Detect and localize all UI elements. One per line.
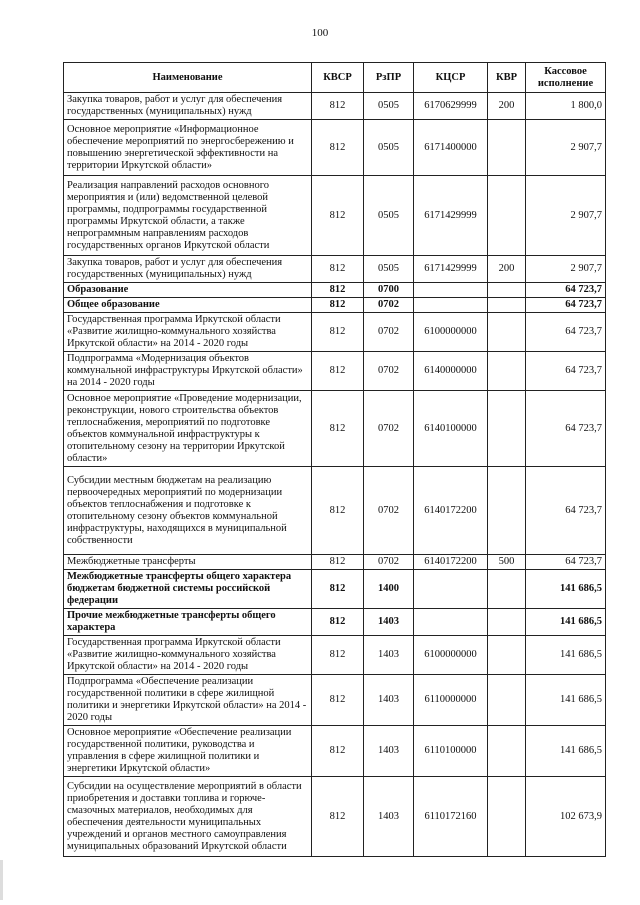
row-kcsr: 6171429999 [414,256,488,283]
row-name: Основное мероприятие «Проведение модернизации, реконструкции, нового строительства объектов теплоснабжения, мероприятий по подготовке объектов коммунальной инфраструктуры к отопительному сезону на территории Иркутской области» [64,391,312,467]
row-rzpr: 0702 [364,352,414,391]
row-name: Основное мероприятие «Обеспечение реализации государственной политики, руководства и управления в сфере жилищной политики и энергетики Иркутской области» [64,726,312,777]
row-kvr [488,313,526,352]
header-kcsr: КЦСР [414,63,488,93]
row-kcsr [414,283,488,298]
row-rzpr: 0702 [364,298,414,313]
row-amount: 64 723,7 [526,283,606,298]
table-header-row [64,63,606,93]
table-row [64,555,606,570]
row-kvsr: 812 [312,726,364,777]
header-name: Наименование [64,63,312,93]
row-kvr [488,298,526,313]
row-kvsr: 812 [312,352,364,391]
row-kcsr: 6140172200 [414,555,488,570]
table-row [64,176,606,256]
row-kvr: 500 [488,555,526,570]
row-amount: 64 723,7 [526,555,606,570]
row-rzpr: 1403 [364,675,414,726]
row-kvsr: 812 [312,256,364,283]
table-row [64,467,606,555]
row-rzpr: 0702 [364,391,414,467]
row-kcsr: 6171400000 [414,120,488,176]
row-rzpr: 0702 [364,467,414,555]
row-amount: 141 686,5 [526,570,606,609]
row-name: Подпрограмма «Модернизация объектов коммунальной инфраструктуры Иркутской области» на 2014 - 2020 годы [64,352,312,391]
row-amount: 64 723,7 [526,352,606,391]
table-row [64,313,606,352]
row-amount: 1 800,0 [526,93,606,120]
row-kvr [488,636,526,675]
row-kvr [488,283,526,298]
row-name: Субсидии на осуществление мероприятий в области приобретения и доставки топлива и горюче-смазочных материалов, необходимых для обеспечения деятельности муниципальных учреждений и органов местного самоуправления муниципальных образований Иркутской области [64,777,312,857]
table-row [64,609,606,636]
row-kvr [488,570,526,609]
row-amount: 141 686,5 [526,675,606,726]
row-name: Общее образование [64,298,312,313]
table-row [64,675,606,726]
row-name: Подпрограмма «Обеспечение реализации государственной политики в сфере жилищной политики и энергетики Иркутской области» на 2014 - 2020 годы [64,675,312,726]
row-amount: 141 686,5 [526,726,606,777]
row-kcsr [414,570,488,609]
row-kvr [488,467,526,555]
row-amount: 141 686,5 [526,609,606,636]
row-kcsr: 6100000000 [414,636,488,675]
row-kcsr: 6100000000 [414,313,488,352]
page-number: 100 [311,27,329,39]
row-kcsr: 6140000000 [414,352,488,391]
row-name: Основное мероприятие «Информационное обеспечение мероприятий по энергосбережению и повышению энергетической эффективности на территории Иркутской области» [64,120,312,176]
table-row [64,283,606,298]
header-rzpr: РзПР [364,63,414,93]
row-kvr [488,391,526,467]
row-rzpr: 0505 [364,176,414,256]
row-amount: 64 723,7 [526,467,606,555]
row-amount: 102 673,9 [526,777,606,857]
table-row [64,726,606,777]
row-kvsr: 812 [312,283,364,298]
row-kvr [488,352,526,391]
row-kvr [488,726,526,777]
row-rzpr: 1400 [364,570,414,609]
row-kvsr: 812 [312,675,364,726]
header-amount: Кассовое исполнение [526,63,606,93]
row-kvsr: 812 [312,555,364,570]
row-amount: 2 907,7 [526,256,606,283]
row-rzpr: 0505 [364,120,414,176]
budget-table [63,62,606,857]
row-name: Государственная программа Иркутской области «Развитие жилищно-коммунального хозяйства Иркутской области» на 2014 - 2020 годы [64,636,312,675]
table-row [64,256,606,283]
row-kvsr: 812 [312,609,364,636]
row-kvr [488,176,526,256]
row-amount: 2 907,7 [526,176,606,256]
row-rzpr: 1403 [364,777,414,857]
row-rzpr: 1403 [364,636,414,675]
row-kvsr: 812 [312,176,364,256]
row-kcsr [414,609,488,636]
table-row [64,391,606,467]
row-kvsr: 812 [312,313,364,352]
row-kvsr: 812 [312,120,364,176]
row-kcsr: 6140172200 [414,467,488,555]
row-kvr [488,777,526,857]
row-kvsr: 812 [312,93,364,120]
row-kcsr [414,298,488,313]
row-rzpr: 1403 [364,726,414,777]
row-kvr [488,120,526,176]
row-kvsr: 812 [312,777,364,857]
row-rzpr: 1403 [364,609,414,636]
row-rzpr: 0702 [364,313,414,352]
row-name: Реализация направлений расходов основного мероприятия и (или) ведомственной целевой программы, подпрограммы государственной программы Иркутской области, а также непрограммным направлениям расходов государственных органов Иркутской области [64,176,312,256]
row-kvr [488,609,526,636]
row-kvsr: 812 [312,391,364,467]
row-name: Межбюджетные трансферты [64,555,312,570]
row-kvr: 200 [488,256,526,283]
row-kvsr: 812 [312,467,364,555]
row-rzpr: 0702 [364,555,414,570]
row-name: Субсидии местным бюджетам на реализацию первоочередных мероприятий по модернизации объектов теплоснабжения и подготовке к отопительному сезону объектов коммунальной инфраструктуры, находящихся в муниципальной собственности [64,467,312,555]
header-kvr: КВР [488,63,526,93]
table-row [64,777,606,857]
row-name: Образование [64,283,312,298]
row-kvsr: 812 [312,570,364,609]
table-row [64,93,606,120]
row-kcsr: 6170629999 [414,93,488,120]
scan-edge-mark [0,860,3,900]
row-kcsr: 6110172160 [414,777,488,857]
table-row [64,352,606,391]
row-name: Прочие межбюджетные трансферты общего характера [64,609,312,636]
header-kvsr: КВСР [312,63,364,93]
row-amount: 64 723,7 [526,298,606,313]
row-kvr: 200 [488,93,526,120]
row-rzpr: 0505 [364,256,414,283]
row-rzpr: 0700 [364,283,414,298]
row-rzpr: 0505 [364,93,414,120]
table-row [64,636,606,675]
row-amount: 64 723,7 [526,313,606,352]
row-amount: 141 686,5 [526,636,606,675]
table-row [64,570,606,609]
row-kcsr: 6110000000 [414,675,488,726]
row-name: Закупка товаров, работ и услуг для обеспечения государственных (муниципальных) нужд [64,256,312,283]
row-name: Закупка товаров, работ и услуг для обеспечения государственных (муниципальных) нужд [64,93,312,120]
table-row [64,298,606,313]
row-amount: 64 723,7 [526,391,606,467]
row-name: Государственная программа Иркутской области «Развитие жилищно-коммунального хозяйства Иркутской области» на 2014 - 2020 годы [64,313,312,352]
row-kvsr: 812 [312,636,364,675]
row-amount: 2 907,7 [526,120,606,176]
table-row [64,120,606,176]
row-kvr [488,675,526,726]
row-kcsr: 6171429999 [414,176,488,256]
row-kcsr: 6140100000 [414,391,488,467]
row-kvsr: 812 [312,298,364,313]
row-name: Межбюджетные трансферты общего характера бюджетам бюджетной системы российской федерации [64,570,312,609]
row-kcsr: 6110100000 [414,726,488,777]
